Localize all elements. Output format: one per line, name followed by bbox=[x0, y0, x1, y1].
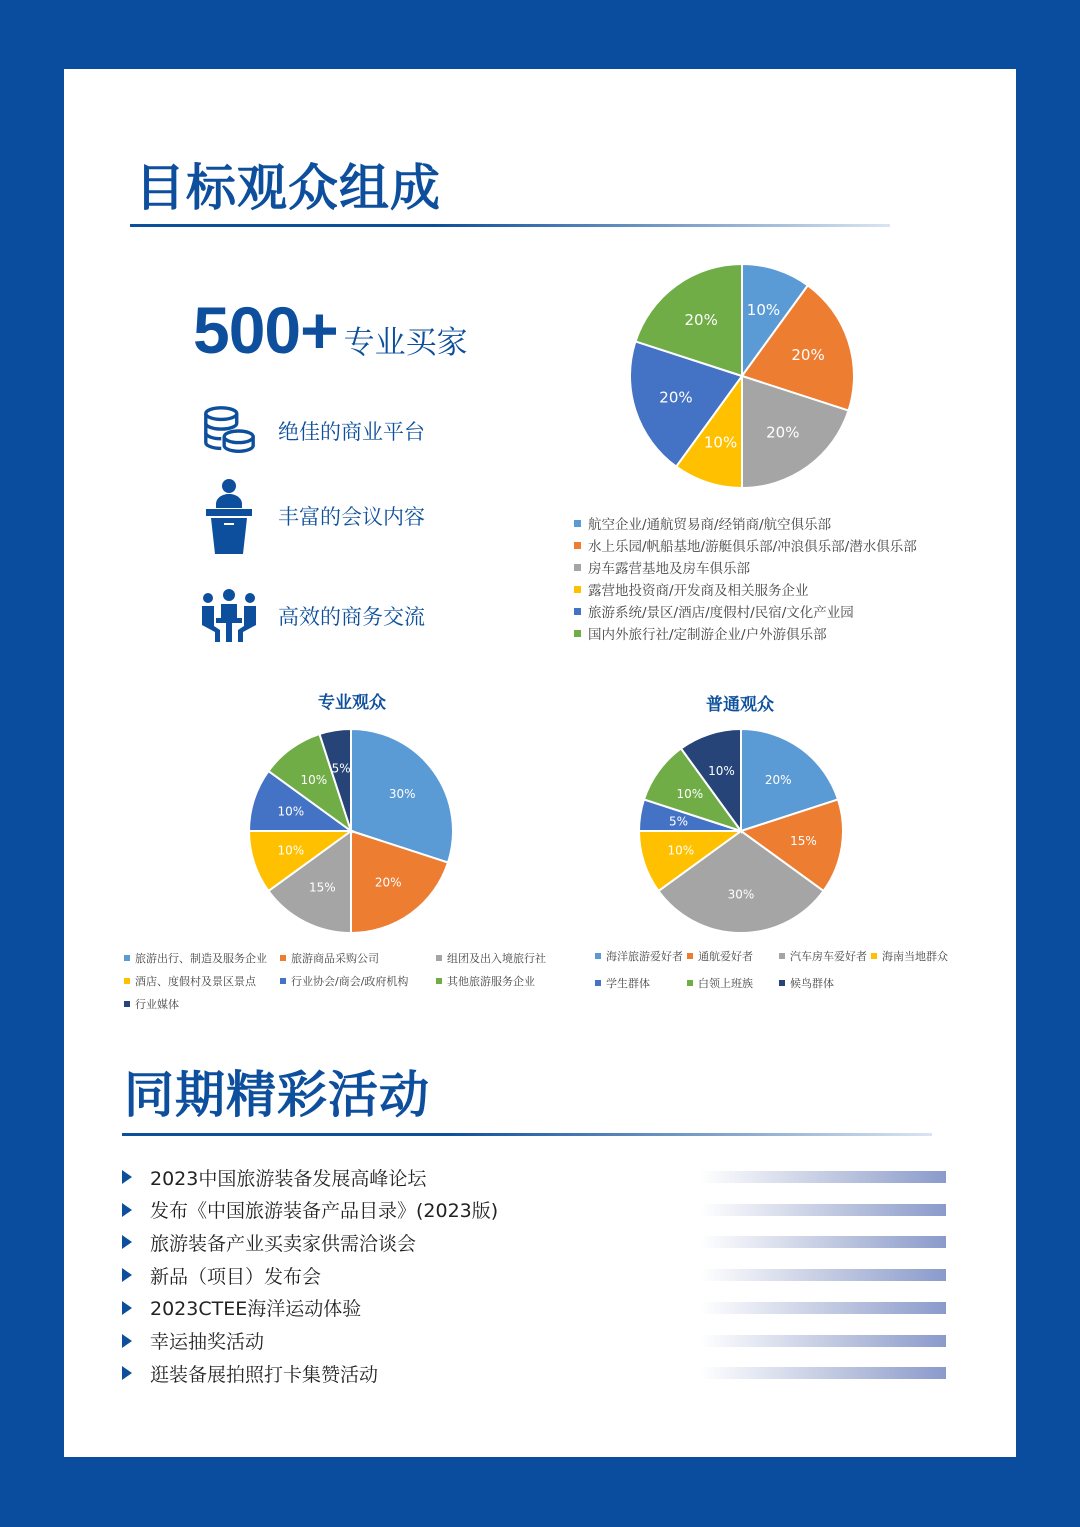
legend-label: 候鸟群体 bbox=[790, 977, 834, 990]
legend-swatch bbox=[687, 953, 693, 959]
slice-label: 10% bbox=[300, 773, 328, 788]
activity-label: 新品（项目）发布会 bbox=[150, 1265, 322, 1288]
feature-label: 丰富的会议内容 bbox=[278, 505, 425, 529]
legend-swatch bbox=[436, 978, 442, 984]
legend-item bbox=[779, 948, 867, 964]
legend-swatch bbox=[574, 630, 581, 637]
legend-item bbox=[436, 950, 546, 966]
legend-swatch bbox=[574, 586, 581, 593]
legend-swatch bbox=[595, 980, 601, 986]
title-underline bbox=[122, 1133, 932, 1136]
general-pie-legend bbox=[595, 948, 975, 992]
activity-item bbox=[122, 1194, 498, 1226]
legend-label: 行业协会/商会/政府机构 bbox=[291, 975, 409, 988]
legend-item bbox=[779, 975, 834, 991]
activity-label: 旅游装备产业买卖家供需洽谈会 bbox=[150, 1232, 417, 1255]
legend-label: 其他旅游服务企业 bbox=[447, 975, 535, 988]
legend-swatch bbox=[595, 953, 601, 959]
slice-label: 10% bbox=[277, 843, 305, 858]
feature-item bbox=[200, 395, 425, 467]
slice-label: 20% bbox=[764, 773, 792, 788]
slice-label: 30% bbox=[727, 887, 755, 902]
legend-item bbox=[574, 622, 917, 644]
slice-label: 20% bbox=[659, 388, 693, 407]
hero-label: 专业买家 bbox=[343, 325, 468, 361]
legend-item bbox=[124, 950, 267, 966]
legend-swatch bbox=[871, 953, 877, 959]
legend-label: 行业媒体 bbox=[135, 998, 179, 1011]
decorative-bar bbox=[700, 1302, 946, 1314]
legend-label: 旅游商品采购公司 bbox=[291, 952, 379, 965]
activity-label: 2023CTEE海洋运动体验 bbox=[150, 1298, 362, 1321]
triangle-bullet-icon bbox=[122, 1301, 132, 1315]
legend-label: 学生群体 bbox=[606, 977, 650, 990]
legend-swatch bbox=[779, 953, 785, 959]
slice-label: 10% bbox=[703, 433, 738, 452]
slice-label: 20% bbox=[684, 311, 718, 330]
activity-label: 逛装备展拍照打卡集赞活动 bbox=[150, 1363, 379, 1386]
legend-swatch bbox=[124, 978, 130, 984]
legend-label: 组团及出入境旅行社 bbox=[447, 952, 546, 965]
database-icon bbox=[200, 395, 258, 467]
slice-label: 5% bbox=[669, 814, 689, 829]
legend-label: 旅游系统/景区/酒店/度假村/民宿/文化产业园 bbox=[588, 605, 854, 621]
legend-swatch bbox=[574, 542, 581, 549]
activity-item bbox=[122, 1357, 378, 1389]
legend-item bbox=[687, 975, 753, 991]
triangle-bullet-icon bbox=[122, 1334, 132, 1348]
decorative-bar bbox=[700, 1367, 946, 1379]
slice-label: 10% bbox=[667, 843, 695, 858]
legend-item bbox=[574, 600, 917, 622]
meeting-icon bbox=[200, 580, 258, 652]
main-pie-chart bbox=[628, 262, 858, 492]
decorative-bar bbox=[700, 1236, 946, 1248]
general-pie-chart bbox=[637, 727, 847, 937]
hero-number: 500+ bbox=[193, 293, 338, 367]
legend-swatch bbox=[124, 1001, 130, 1007]
main-pie-legend bbox=[574, 512, 917, 644]
legend-item bbox=[574, 512, 917, 534]
professional-pie-chart bbox=[247, 727, 457, 937]
decorative-bar bbox=[700, 1269, 946, 1281]
legend-swatch bbox=[574, 520, 581, 527]
activity-item bbox=[122, 1325, 264, 1357]
legend-swatch bbox=[124, 955, 130, 961]
legend-label: 露营地投资商/开发商及相关服务企业 bbox=[588, 583, 809, 599]
section-title-audience: 目标观众组成 bbox=[135, 159, 441, 217]
feature-label: 高效的商务交流 bbox=[278, 605, 425, 629]
legend-label: 汽车房车爱好者 bbox=[790, 950, 867, 963]
decorative-bar bbox=[700, 1171, 946, 1183]
legend-item bbox=[595, 948, 683, 964]
slice-label: 20% bbox=[791, 345, 825, 364]
legend-item bbox=[574, 578, 917, 600]
slice-label: 20% bbox=[766, 423, 800, 442]
slice-label: 15% bbox=[790, 834, 817, 849]
triangle-bullet-icon bbox=[122, 1203, 132, 1217]
podium-icon bbox=[200, 480, 258, 552]
legend-swatch bbox=[574, 564, 581, 571]
triangle-bullet-icon bbox=[122, 1366, 132, 1380]
triangle-bullet-icon bbox=[122, 1268, 132, 1282]
activity-item bbox=[122, 1259, 321, 1291]
legend-swatch bbox=[280, 978, 286, 984]
slice-label: 10% bbox=[746, 301, 781, 320]
activity-label: 2023中国旅游装备发展高峰论坛 bbox=[150, 1167, 427, 1190]
legend-label: 旅游出行、制造及服务企业 bbox=[135, 952, 267, 965]
legend-item bbox=[871, 948, 948, 964]
legend-swatch bbox=[687, 980, 693, 986]
legend-label: 航空企业/通航贸易商/经销商/航空俱乐部 bbox=[588, 517, 832, 533]
legend-item bbox=[574, 556, 917, 578]
legend-item bbox=[436, 973, 535, 989]
hero-stat bbox=[193, 292, 468, 368]
legend-label: 房车露营基地及房车俱乐部 bbox=[588, 561, 750, 577]
decorative-bar bbox=[700, 1204, 946, 1216]
legend-item bbox=[280, 973, 408, 989]
legend-label: 海洋旅游爱好者 bbox=[606, 950, 683, 963]
legend-swatch bbox=[280, 955, 286, 961]
legend-item bbox=[124, 973, 256, 989]
legend-swatch bbox=[436, 955, 442, 961]
slice-label: 10% bbox=[708, 764, 735, 779]
legend-item bbox=[687, 948, 753, 964]
legend-label: 水上乐园/帆船基地/游艇俱乐部/冲浪俱乐部/潜水俱乐部 bbox=[588, 539, 917, 555]
legend-label: 国内外旅行社/定制游企业/户外游俱乐部 bbox=[588, 627, 827, 643]
triangle-bullet-icon bbox=[122, 1235, 132, 1249]
slice-label: 15% bbox=[308, 880, 336, 895]
pie-title-general: 普通观众 bbox=[706, 695, 774, 715]
decorative-bar bbox=[700, 1335, 946, 1347]
slice-label: 30% bbox=[388, 787, 416, 802]
legend-item bbox=[595, 975, 650, 991]
legend-label: 通航爱好者 bbox=[698, 950, 753, 963]
legend-item bbox=[124, 996, 179, 1012]
feature-item bbox=[200, 480, 425, 552]
pie-title-professional: 专业观众 bbox=[318, 693, 386, 713]
legend-swatch bbox=[779, 980, 785, 986]
activity-item bbox=[122, 1226, 416, 1258]
slice-label: 10% bbox=[277, 804, 305, 819]
activity-item bbox=[122, 1292, 361, 1324]
section-title-activities: 同期精彩活动 bbox=[124, 1066, 430, 1124]
professional-pie-legend bbox=[124, 950, 584, 1014]
feature-item bbox=[200, 580, 425, 652]
feature-label: 绝佳的商业平台 bbox=[278, 420, 425, 444]
activity-label: 发布《中国旅游装备产品目录》(2023版) bbox=[150, 1200, 499, 1223]
triangle-bullet-icon bbox=[122, 1170, 132, 1184]
slice-label: 5% bbox=[331, 761, 351, 776]
title-underline bbox=[130, 224, 890, 227]
legend-item bbox=[280, 950, 379, 966]
legend-label: 海南当地群众 bbox=[882, 950, 948, 963]
activity-item bbox=[122, 1161, 426, 1193]
legend-label: 白领上班族 bbox=[698, 977, 753, 990]
slice-label: 10% bbox=[676, 787, 704, 802]
legend-label: 酒店、度假村及景区景点 bbox=[135, 975, 256, 988]
slice-label: 20% bbox=[374, 875, 402, 890]
activity-label: 幸运抽奖活动 bbox=[150, 1331, 265, 1353]
legend-swatch bbox=[574, 608, 581, 615]
legend-item bbox=[574, 534, 917, 556]
